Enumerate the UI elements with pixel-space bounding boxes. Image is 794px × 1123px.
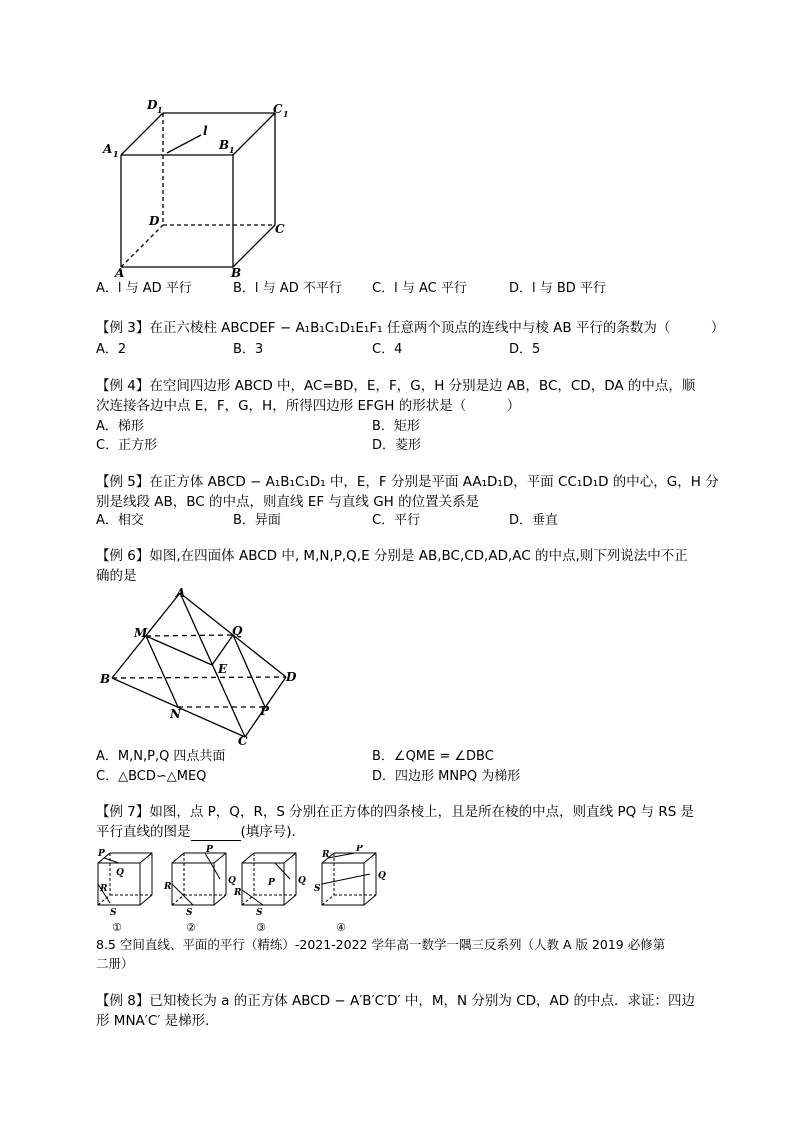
ex5-option-b: B．异面 bbox=[233, 513, 281, 528]
ex7-stem-line1: 【例 7】如图，点 P，Q，R，S 分别在正方体的四条棱上，且是所在棱的中点，则直线 PQ 与 RS 是 bbox=[96, 804, 695, 820]
label-B: B bbox=[231, 266, 242, 280]
c2-label-R: R bbox=[164, 882, 172, 892]
c4-label-R: R bbox=[322, 850, 330, 860]
cube-figure-1 bbox=[95, 95, 305, 285]
tet-label-Q: Q bbox=[232, 624, 243, 638]
prev-option-d: D．l 与 BD 平行 bbox=[509, 281, 606, 296]
fig-number-2: ② bbox=[186, 921, 196, 934]
tet-label-M: M bbox=[134, 626, 148, 640]
ex6-stem-line1: 【例 6】如图,在四面体 ABCD 中, M,N,P,Q,E 分别是 AB,BC,CD,AD,AC 的中点,则下列说法中不正 bbox=[96, 548, 688, 564]
section-title-line1: 8.5 空间直线、平面的平行（精练）-2021-2022 学年高一数学一隅三反系列（人教 A 版 2019 必修第 bbox=[96, 937, 666, 952]
ex4-stem-line2: 次连接各边中点 E，F，G，H，所得四边形 EFGH 的形状是（ ） bbox=[96, 398, 521, 414]
ex4-option-d: D．菱形 bbox=[372, 438, 422, 453]
c1-label-S: S bbox=[110, 908, 117, 918]
ex6-option-a: A．M,N,P,Q 四点共面 bbox=[96, 749, 226, 764]
label-D1-sub: 1 bbox=[157, 105, 163, 115]
ex7-stem-line2-text: 平行直线的图是 bbox=[96, 824, 191, 840]
ex7-stem-line2-tail: (填序号). bbox=[240, 824, 296, 840]
prev-option-a: A．l 与 AD 平行 bbox=[96, 281, 192, 296]
tetrahedron-figure bbox=[98, 585, 308, 745]
label-C: C bbox=[275, 222, 285, 236]
ex7-stem-line2 bbox=[96, 823, 296, 841]
ex3-option-c: C．4 bbox=[372, 342, 403, 357]
ex4-option-a: A．梯形 bbox=[96, 419, 144, 434]
fig-number-4: ④ bbox=[336, 921, 346, 934]
c3-label-R: R bbox=[234, 888, 242, 898]
ex6-option-b: B．∠QME = ∠DBC bbox=[372, 749, 494, 764]
four-cubes-figure bbox=[90, 845, 390, 935]
c3-label-S: S bbox=[256, 908, 263, 918]
label-A1-sub: 1 bbox=[113, 149, 119, 159]
ex3-option-a: A．2 bbox=[96, 342, 127, 357]
ex8-stem-line2: 形 MNA′C′ 是梯形． bbox=[96, 1013, 219, 1029]
ex5-stem-line2: 别是线段 AB，BC 的中点，则直线 EF 与直线 GH 的位置关系是 bbox=[96, 494, 480, 510]
ex4-option-c: C．正方形 bbox=[96, 438, 158, 453]
c2-label-S: S bbox=[186, 908, 193, 918]
ex4-option-b: B．矩形 bbox=[372, 419, 420, 434]
ex3-stem: 【例 3】在正六棱柱 ABCDEF − A₁B₁C₁D₁E₁F₁ 任意两个顶点的连线中与棱 AB 平行的条数为（ ） bbox=[96, 320, 725, 336]
label-A: A bbox=[115, 266, 125, 280]
fig-number-1: ① bbox=[112, 921, 122, 934]
label-D: D bbox=[149, 214, 160, 228]
ex4-stem-line1: 【例 4】在空间四边形 ABCD 中，AC=BD，E，F，G，H 分别是边 AB，BC，CD，DA 的中点，顺 bbox=[96, 378, 696, 394]
tet-label-D: D bbox=[286, 670, 297, 684]
c1-label-Q: Q bbox=[116, 868, 124, 878]
ex3-option-d: D．5 bbox=[509, 342, 541, 357]
c1-label-P: P bbox=[98, 849, 105, 859]
label-D1: D bbox=[147, 98, 158, 112]
c1-label-R: R bbox=[100, 884, 108, 894]
answer-blank[interactable] bbox=[191, 828, 241, 841]
label-C1: C bbox=[273, 102, 283, 116]
prev-option-b: B．l 与 AD 不平行 bbox=[233, 281, 342, 296]
ex6-stem-line2: 确的是 bbox=[96, 568, 137, 584]
tet-label-C: C bbox=[238, 734, 248, 745]
section-title-line2: 二册） bbox=[96, 956, 134, 971]
ex3-option-b: B．3 bbox=[233, 342, 264, 357]
ex8-stem-line1: 【例 8】已知棱长为 a 的正方体 ABCD − A′B′C′D′ 中，M，N 分别为 CD，AD 的中点．求证：四边 bbox=[96, 993, 695, 1009]
ex6-option-d: D．四边形 MNPQ 为梯形 bbox=[372, 769, 521, 784]
tet-label-N: N bbox=[170, 707, 181, 721]
c4-label-Q: Q bbox=[378, 871, 386, 881]
label-C1-sub: 1 bbox=[283, 109, 289, 119]
tet-label-A: A bbox=[176, 586, 186, 600]
c2-label-P: P bbox=[206, 845, 213, 855]
ex6-option-c: C．△BCD∽△MEQ bbox=[96, 769, 207, 784]
label-B1: B bbox=[219, 138, 230, 152]
fig-number-3: ③ bbox=[256, 921, 266, 934]
label-A1: A bbox=[103, 142, 113, 156]
ex5-option-c: C．平行 bbox=[372, 513, 421, 528]
tet-label-E: E bbox=[218, 662, 228, 676]
ex5-option-a: A．相交 bbox=[96, 513, 144, 528]
c4-label-S: S bbox=[314, 884, 321, 894]
ex5-option-d: D．垂直 bbox=[509, 513, 559, 528]
c3-label-P: P bbox=[268, 878, 275, 888]
c4-label-P: P bbox=[356, 845, 363, 854]
ex5-stem-line1: 【例 5】在正方体 ABCD − A₁B₁C₁D₁ 中，E，F 分别是平面 AA₁D₁D，平面 CC₁D₁D 的中心，G，H 分 bbox=[96, 474, 719, 490]
prev-option-c: C．l 与 AC 平行 bbox=[372, 281, 467, 296]
tet-label-B: B bbox=[100, 672, 111, 686]
tet-label-P: P bbox=[260, 704, 270, 718]
label-l: l bbox=[203, 124, 208, 138]
c3-label-Q: Q bbox=[298, 876, 306, 886]
c2-label-Q: Q bbox=[228, 876, 236, 886]
label-B1-sub: 1 bbox=[229, 145, 235, 155]
